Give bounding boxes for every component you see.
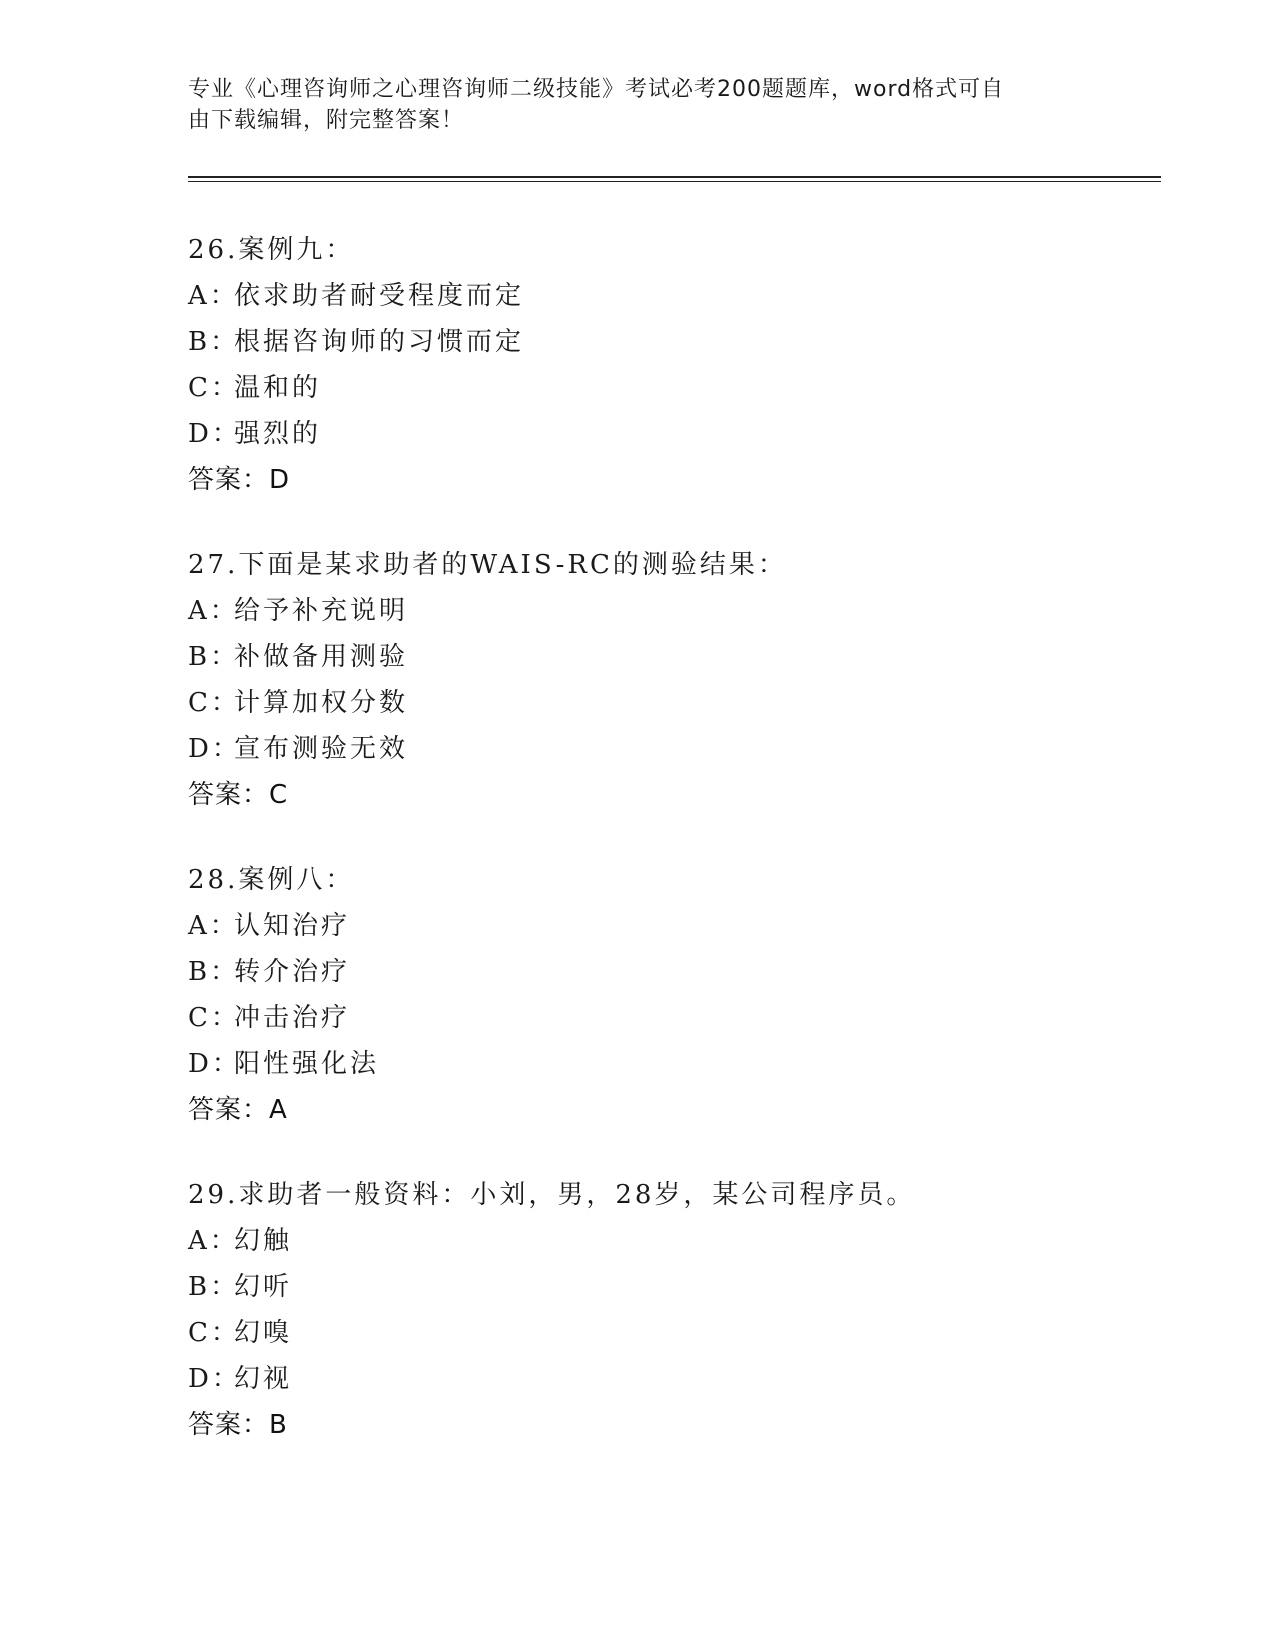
option-b	[188, 949, 1188, 995]
answer-line: 答案：B	[188, 1410, 288, 1440]
option-text: 温和的	[234, 373, 322, 403]
option-letter: D：	[188, 1364, 241, 1394]
option-b	[188, 319, 1188, 365]
option-c	[188, 1310, 1188, 1356]
header-line-2: 由下载编辑，附完整答案！	[188, 108, 465, 133]
option-letter: D：	[188, 734, 241, 764]
header-line-1: 专业《心理咨询师之心理咨询师二级技能》考试必考200题题库，word格式可自	[188, 77, 1005, 102]
option-letter: D：	[188, 1049, 241, 1079]
option-letter: C：	[188, 1003, 240, 1033]
option-text: 幻触	[234, 1226, 293, 1256]
option-letter: C：	[188, 688, 240, 718]
option-letter: B：	[188, 327, 240, 357]
option-text: 冲击治疗	[234, 1003, 351, 1033]
option-letter: B：	[188, 642, 240, 672]
option-letter: A：	[188, 911, 239, 941]
option-text: 幻听	[234, 1272, 293, 1302]
option-b	[188, 1264, 1188, 1310]
option-d	[188, 726, 1188, 772]
option-text: 转介治疗	[234, 957, 351, 987]
option-text: 根据咨询师的习惯而定	[234, 327, 525, 357]
option-letter: A：	[188, 596, 239, 626]
option-text: 认知治疗	[234, 911, 351, 941]
option-d	[188, 1041, 1188, 1087]
option-letter: C：	[188, 373, 240, 403]
option-letter: A：	[188, 1226, 239, 1256]
question-block	[188, 857, 1188, 1133]
option-d	[188, 411, 1188, 457]
option-text: 阳性强化法	[234, 1049, 380, 1079]
option-c	[188, 365, 1188, 411]
question-block	[188, 542, 1188, 818]
question-block	[188, 227, 1188, 503]
question-stem: 27.下面是某求助者的WAIS-RC的测验结果：	[188, 550, 787, 580]
option-text: 宣布测验无效	[234, 734, 409, 764]
header-divider	[188, 176, 1161, 182]
option-text: 补做备用测验	[234, 642, 409, 672]
option-letter: A：	[188, 281, 239, 311]
question-stem: 26.案例九：	[188, 235, 355, 265]
question-stem: 28.案例八：	[188, 865, 355, 895]
option-text: 依求助者耐受程度而定	[234, 281, 525, 311]
option-b	[188, 634, 1188, 680]
option-c	[188, 680, 1188, 726]
option-text: 计算加权分数	[234, 688, 409, 718]
option-letter: C：	[188, 1318, 240, 1348]
option-letter: B：	[188, 1272, 240, 1302]
question-block	[188, 1172, 1188, 1448]
answer-line: 答案：D	[188, 465, 291, 495]
option-text: 幻嗅	[234, 1318, 293, 1348]
option-c	[188, 995, 1188, 1041]
option-letter: B：	[188, 957, 240, 987]
option-text: 强烈的	[234, 419, 322, 449]
option-a	[188, 588, 1188, 634]
question-stem: 29.求助者一般资料：小刘，男，28岁，某公司程序员。	[188, 1180, 916, 1210]
option-text: 幻视	[234, 1364, 293, 1394]
document-header	[188, 74, 1088, 136]
answer-line: 答案：A	[188, 1095, 288, 1125]
option-letter: D：	[188, 419, 241, 449]
option-d	[188, 1356, 1188, 1402]
answer-line: 答案：C	[188, 780, 289, 810]
option-a	[188, 273, 1188, 319]
option-text: 给予补充说明	[234, 596, 409, 626]
option-a	[188, 1218, 1188, 1264]
option-a	[188, 903, 1188, 949]
